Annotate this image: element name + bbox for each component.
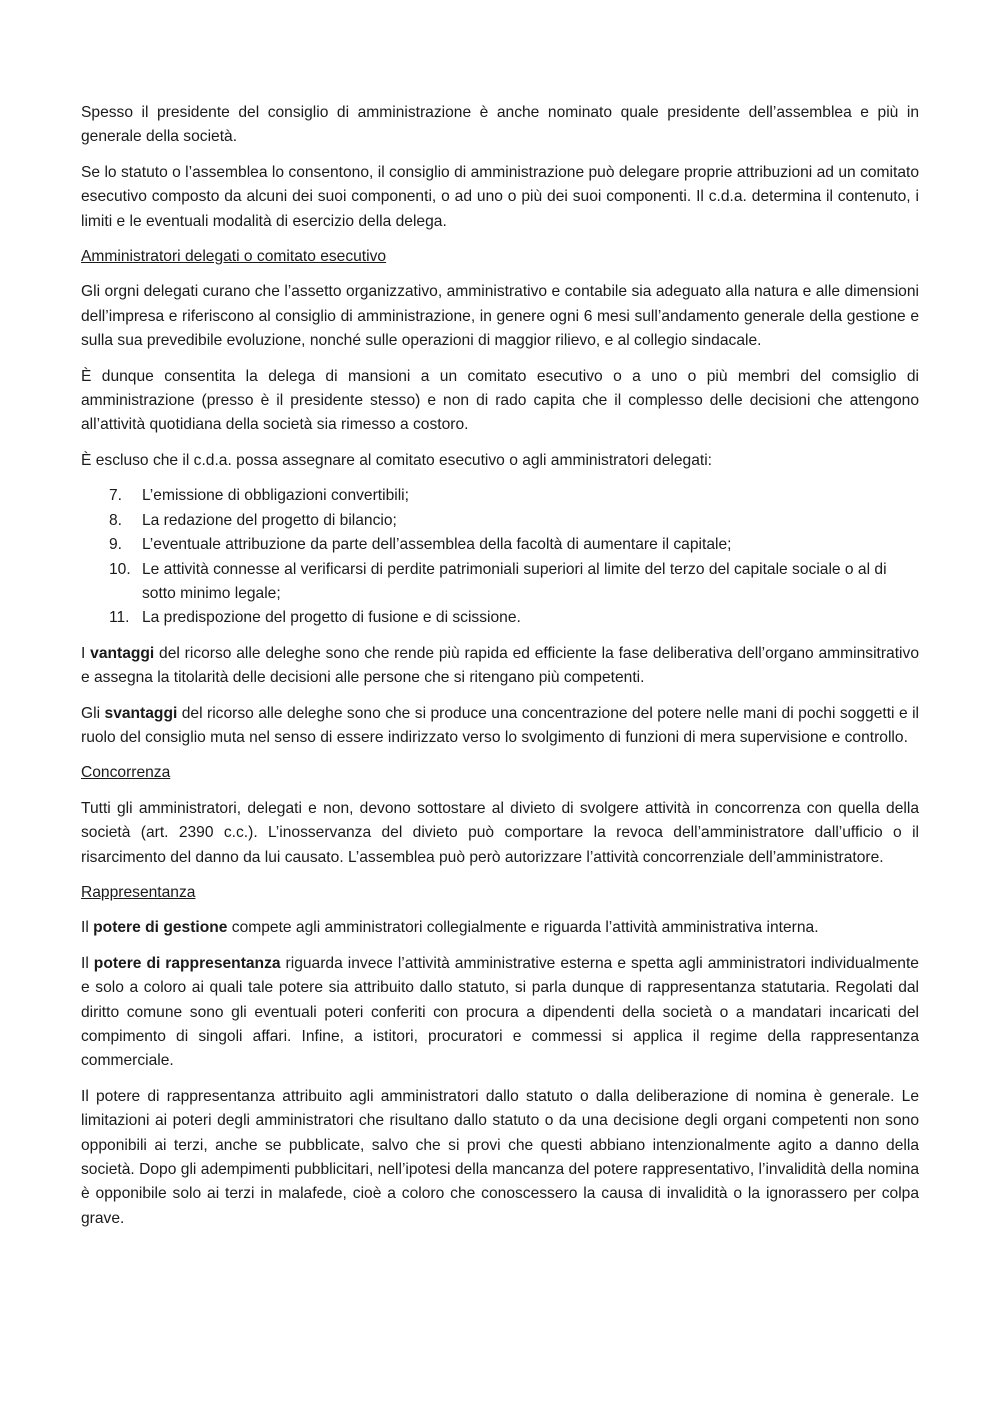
section-heading-concorrenza: Concorrenza <box>81 764 171 782</box>
paragraph-potere-rappresentanza <box>81 952 919 1074</box>
paragraph-delega: Se lo statuto o l’assemblea lo consentono, il consiglio di amministrazione può delegare proprie attribuzioni ad un comitato esecutivo composto da alcuni dei suoi componenti, o ad uno o più dei suoi componenti. Il c.d.a. determina il contenuto, i limiti e le eventuali modalità di esercizio della delega. <box>81 163 919 230</box>
list-item-number: 9. <box>109 536 123 554</box>
text-span: I <box>81 644 91 662</box>
paragraph-escluso: È escluso che il c.d.a. possa assegnare al comitato esecutivo o agli amministratori delegati: <box>81 451 712 469</box>
list-item <box>81 606 919 630</box>
list-item-text: L’eventuale attribuzione da parte dell’assemblea della facoltà di aumentare il capitale; <box>142 536 732 554</box>
text-span: del ricorso alle deleghe sono che si produce una concentrazione del potere nelle mani di pochi soggetti e il ruolo del consiglio muta nel senso di essere indirizzato verso lo svolgimento di funzioni di mera supervisione e controllo. <box>81 704 919 746</box>
list-item <box>81 533 919 557</box>
list-item-text: La redazione del progetto di bilancio; <box>142 511 397 529</box>
paragraph-delega-mansioni: È dunque consentita la delega di mansioni a un comitato esecutivo o a uno o più membri del comsiglio di amministrazione (presso è il presidente stesso) e non di rado capita che il complesso delle decisioni che attengono all’attività quotidiana della società sia rimesso a costoro. <box>81 367 919 434</box>
paragraph-svantaggi <box>81 702 919 751</box>
excluded-powers-list <box>81 484 919 630</box>
list-item-number: 8. <box>109 511 123 529</box>
list-item-text: La predispozione del progetto di fusione e di scissione. <box>142 609 521 627</box>
section-heading-rappresentanza: Rappresentanza <box>81 883 196 901</box>
document-page <box>81 101 919 1242</box>
text-span: Il <box>81 954 94 972</box>
text-span: Gli <box>81 704 105 722</box>
list-item <box>81 484 919 508</box>
section-heading-amministratori-delegati: Amministratori delegati o comitato esecutivo <box>81 248 387 266</box>
paragraph-vantaggi <box>81 642 919 691</box>
bold-term-vantaggi: vantaggi <box>90 644 155 662</box>
bold-term-svantaggi: svantaggi <box>104 704 178 722</box>
paragraph-presidente: Spesso il presidente del consiglio di amministrazione è anche nominato quale presidente dell’assemblea e più in generale della società. <box>81 104 919 146</box>
list-item-number: 10. <box>109 560 131 578</box>
paragraph-limitazioni: Il potere di rappresentanza attribuito agli amministratori dallo statuto o dalla deliberazione di nomina è generale. Le limitazioni ai poteri degli amministratori che risultano dallo statuto o da una decisione degli organi competenti non sono opponibili ai terzi, anche se pubblicate, salvo che si provi che questi abbiano intenzionalmente agito a danno della società. Dopo gli adempimenti pubblicitari, nell’ipotesi della mancanza del potere rappresentativo, l’invalidità della nomina è opponibile solo ai terzi in malafede, cioè a coloro che conoscessero la causa di invalidità o la ignorassero per colpa grave. <box>81 1087 919 1227</box>
paragraph-organi-delegati: Gli orgni delegati curano che l’assetto organizzativo, amministrativo e contabile sia adeguato alla natura e alle dimensioni dell’impresa e riferiscono al consiglio di amministrazione, in genere ogni 6 mesi sull’andamento generale della gestione e sulla sua prevedibile evoluzione, nonché sulle operazioni di maggior rilievo, e al collegio sindacale. <box>81 283 919 350</box>
text-span: Il <box>81 919 94 937</box>
list-item-number: 11. <box>109 609 130 627</box>
paragraph-potere-gestione <box>81 916 919 940</box>
bold-term-potere-gestione: potere di gestione <box>93 919 228 937</box>
text-span: riguarda invece l’attività amministrative esterna e spetta agli amministratori individualmente e solo a coloro ai quali tale potere sia attribuito dallo statuto, si parla dunque di rappresentanza statutaria. Regolati dal diritto comune sono gli eventuali poteri conferiti con procura a dipendenti della società o a mandatari incaricati del compimento di singoli affari. Infine, a istitori, procuratori e commessi si applica il regime della rappresentanza commerciale. <box>81 954 919 1070</box>
list-item-text: Le attività connesse al verificarsi di perdite patrimoniali superiori al limite del terzo del capitale sociale o al di sotto minimo legale; <box>142 560 887 602</box>
list-item <box>81 509 919 533</box>
list-item <box>81 558 919 607</box>
bold-term-potere-rappresentanza: potere di rappresentanza <box>93 954 281 972</box>
text-span: del ricorso alle deleghe sono che rende più rapida ed efficiente la fase deliberativa dell’organo amminsitrativo e assegna la titolarità delle decisioni alle persone che si ritengano più competenti. <box>81 644 919 687</box>
list-item-text: L’emissione di obbligazioni convertibili; <box>142 487 409 505</box>
paragraph-concorrenza: Tutti gli amministratori, delegati e non, devono sottostare al divieto di svolgere attività in concorrenza con quella della società (art. 2390 c.c.). L’inosservanza del divieto può comportare la revoca dell’amministratore dall’ufficio o il risarcimento del danno da lui causato. L’assemblea può però autorizzare l’attività concorrenziale dell’amministratore. <box>81 799 919 866</box>
text-span: compete agli amministratori collegialmente e riguarda l’attività amministrativa interna. <box>227 919 819 937</box>
list-item-number: 7. <box>109 487 123 505</box>
